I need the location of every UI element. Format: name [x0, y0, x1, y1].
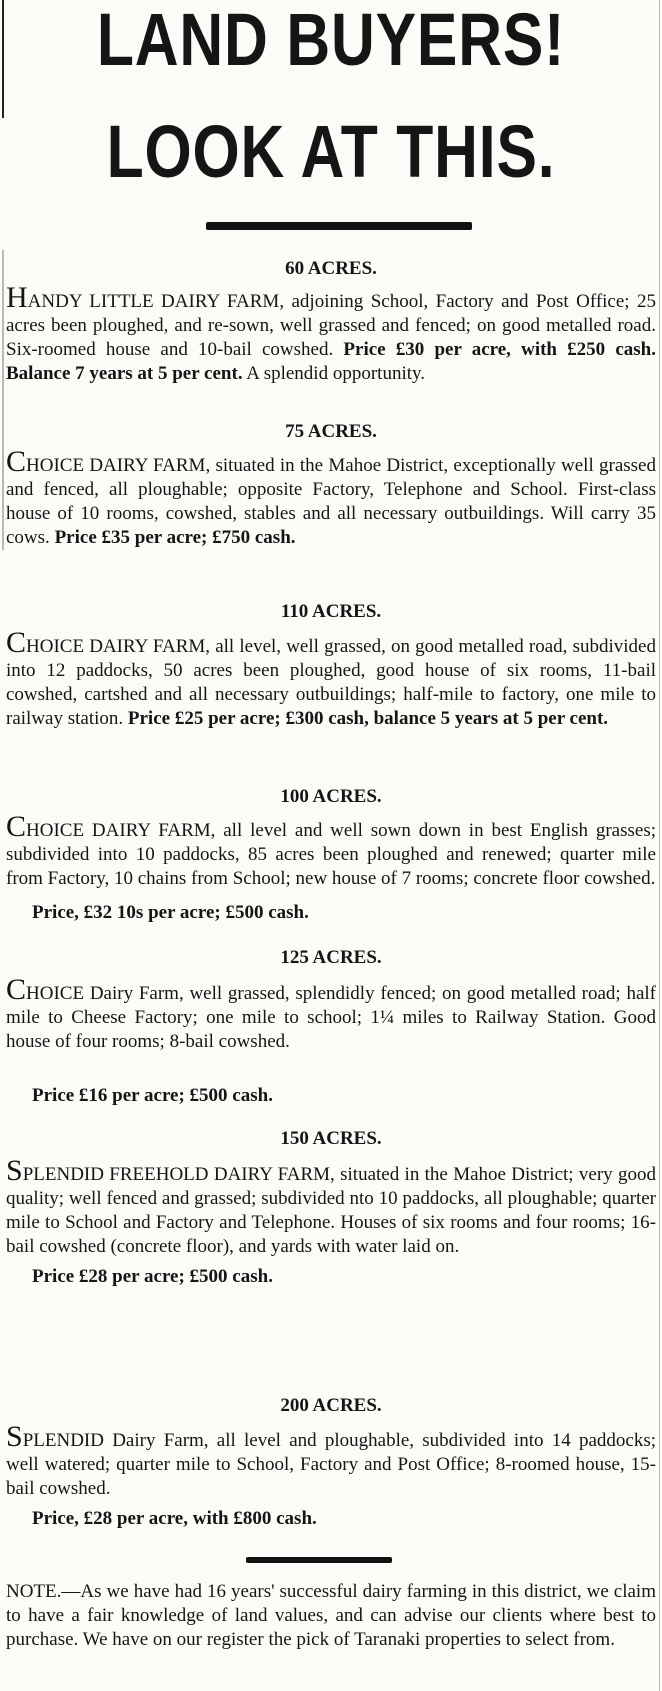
listing-body-200	[6, 1420, 656, 1501]
drop-cap: S	[6, 1154, 23, 1187]
listing-body-75	[6, 445, 656, 550]
drop-cap: C	[6, 626, 27, 659]
listing-price-125: Price £16 per acre; £500 cash.	[32, 1085, 273, 1106]
drop-cap: H	[6, 281, 28, 314]
closing-note: NOTE.—As we have had 16 years' successful dairy farming in this district, we claim to have a fair knowledge of land values, and can advise our clients where best to purchase. We have on our register the pick of Taranaki properties to select from.	[6, 1581, 656, 1650]
divider-rule-top	[206, 222, 472, 230]
listing-text: HOICE DAIRY FARM, situated in the Mahoe District, exceptionally well grassed and fenced, all ploughable; opposite Factory, Telephone and School. First-class house of 10 rooms, cowshed, stables and all necessary outbuildings. Will carry 35 cows.	[6, 455, 656, 548]
listing-text: ANDY LITTLE DAIRY FARM, adjoining School, Factory and Post Office; 25 acres been ploughed, and re-sown, well grassed and fenced; on good metalled road. Six-roomed house and 10-bail cowshed.	[6, 291, 656, 360]
headline-line-1: LAND BUYERS!	[96, 0, 566, 81]
listing-price-200: Price, £28 per acre, with £800 cash.	[32, 1508, 317, 1529]
listing-tail: A splendid opportunity.	[246, 363, 426, 384]
listing-text: PLENDID FREEHOLD DAIRY FARM, situated in the Mahoe District; very good quality; well fenced and grassed; subdivided nto 10 paddocks, all ploughable; quarter mile to School and Factory and Telephone. Houses of six rooms and four rooms; 16-bail cowshed (concrete floor), and yards with water laid on.	[6, 1164, 656, 1257]
listing-heading-100: 100 ACRES.	[280, 786, 382, 807]
listing-body-150	[6, 1154, 656, 1259]
listing-heading-60: 60 ACRES.	[285, 258, 377, 279]
drop-cap: C	[6, 810, 27, 843]
drop-cap: C	[6, 973, 27, 1006]
listing-body-125	[6, 973, 656, 1054]
listing-heading-75: 75 ACRES.	[285, 421, 377, 442]
listing-price-150: Price £28 per acre; £500 cash.	[32, 1266, 273, 1287]
listing-body-100	[6, 810, 656, 891]
listing-text: PLENDID Dairy Farm, all level and ploughable, subdivided into 14 paddocks; well watered; quarter mile to School, Factory and Post Office; 8-roomed house, 15-bail cowshed.	[6, 1430, 656, 1499]
listing-price: Price £35 per acre; £750 cash.	[54, 527, 296, 548]
listing-text: HOICE Dairy Farm, well grassed, splendidly fenced; on good metalled road; half mile to Cheese Factory; one mile to school; 1¼ miles to Railway Station. Good house of four rooms; 8-bail cowshed.	[6, 983, 656, 1052]
listing-text: HOICE DAIRY FARM, all level and well sown down in best English grasses; subdivided into 10 paddocks, 85 acres been ploughed and renewed; quarter mile from Factory, 10 chains from School; new house of 7 rooms; concrete floor cowshed.	[6, 820, 656, 889]
listing-heading-110: 110 ACRES.	[280, 601, 382, 622]
listing-price: Price £25 per acre; £300 cash, balance 5 years at 5 per cent.	[127, 708, 609, 729]
headline-line-2: LOOK AT THIS.	[106, 110, 556, 193]
listing-heading-125: 125 ACRES.	[280, 947, 382, 968]
listing-body-110	[6, 626, 656, 731]
listing-heading-150: 150 ACRES.	[280, 1128, 382, 1149]
column-rule-left-faint	[2, 250, 4, 550]
listing-price: Price £30 per acre, with £250 cash. Balance 7 years at 5 per cent.	[6, 339, 656, 384]
divider-rule-bottom	[246, 1557, 392, 1563]
listing-price-100: Price, £32 10s per acre; £500 cash.	[32, 902, 309, 923]
column-rule-left	[2, 0, 4, 118]
listing-heading-200: 200 ACRES.	[280, 1395, 382, 1416]
listing-body-60	[6, 281, 656, 386]
listing-text: HOICE DAIRY FARM, all level, well grassed, on good metalled road, subdivided into 12 paddocks, 50 acres been ploughed, good house of six rooms, 11-bail cowshed, cartshed and all necessary outbuildings; half-mile to factory, one mile to railway station.	[6, 636, 656, 729]
column-rule-right	[659, 0, 660, 1691]
drop-cap: S	[6, 1420, 23, 1453]
drop-cap: C	[6, 445, 27, 478]
